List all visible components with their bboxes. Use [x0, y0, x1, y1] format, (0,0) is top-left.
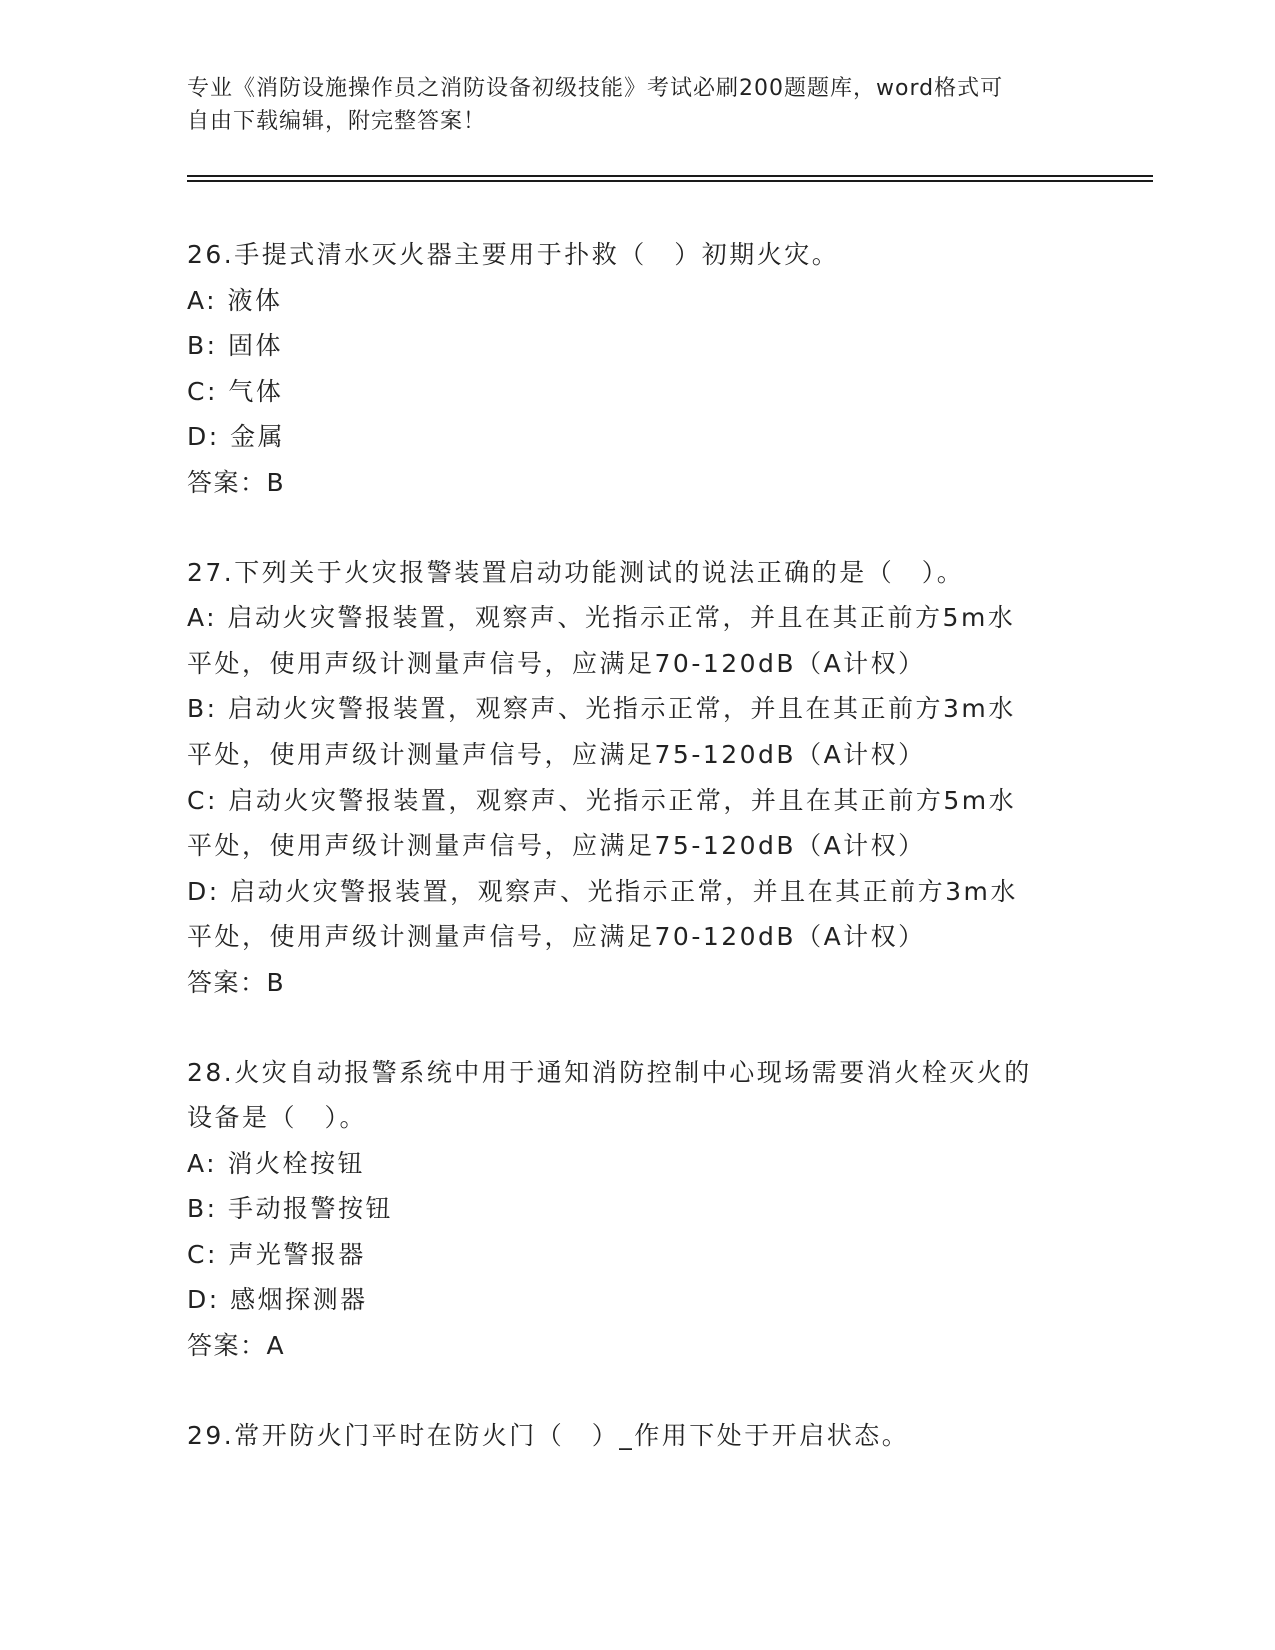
- answer-option: 平处，使用声级计测量声信号，应满足75-120dB（A计权）: [187, 739, 926, 769]
- question-item: [187, 1413, 1087, 1459]
- question-stem: 28.火灾自动报警系统中用于通知消防控制中心现场需要消火栓灭火的: [187, 1057, 1032, 1087]
- answer-option: A: 消火栓按钮: [187, 1148, 366, 1178]
- document-header: [187, 72, 1067, 138]
- answer-key: 答案：B: [187, 967, 286, 997]
- question-item: [187, 550, 1087, 1006]
- answer-option: A: 液体: [187, 285, 283, 315]
- answer-option: C: 气体: [187, 376, 284, 406]
- answer-option: D: 金属: [187, 422, 286, 452]
- answer-option: A: 启动火灾警报装置，观察声、光指示正常，并且在其正前方5m水: [187, 603, 1016, 633]
- answer-option: 平处，使用声级计测量声信号，应满足70-120dB（A计权）: [187, 922, 926, 952]
- answer-option: C: 声光警报器: [187, 1239, 366, 1269]
- question-item: [187, 1050, 1087, 1369]
- answer-key: 答案：A: [187, 1331, 286, 1361]
- header-line-2: 自由下载编辑，附完整答案！: [187, 109, 487, 134]
- header-divider-top: [187, 175, 1153, 177]
- answer-key: 答案：B: [187, 467, 286, 497]
- answer-option: D: 启动火灾警报装置，观察声、光指示正常，并且在其正前方3m水: [187, 876, 1018, 906]
- question-stem: 26.手提式清水灭火器主要用于扑救（ ）初期火灾。: [187, 240, 840, 269]
- question-stem: 29.常开防火门平时在防火门（ ）_作用下处于开启状态。: [187, 1420, 910, 1450]
- answer-option: B: 手动报警按钮: [187, 1194, 394, 1224]
- answer-option: 平处，使用声级计测量声信号，应满足70-120dB（A计权）: [187, 648, 926, 678]
- header-divider-bottom: [187, 180, 1153, 182]
- question-stem: 27.下列关于火灾报警装置启动功能测试的说法正确的是（ ）。: [187, 557, 965, 587]
- answer-option: C: 启动火灾警报装置，观察声、光指示正常，并且在其正前方5m水: [187, 785, 1017, 815]
- question-stem: 设备是（ ）。: [187, 1103, 368, 1133]
- answer-option: B: 固体: [187, 331, 284, 361]
- answer-option: 平处，使用声级计测量声信号，应满足75-120dB（A计权）: [187, 831, 926, 861]
- header-line-1: 专业《消防设施操作员之消防设备初级技能》考试必刷200题题库，word格式可: [187, 76, 1004, 101]
- answer-option: B: 启动火灾警报装置，观察声、光指示正常，并且在其正前方3m水: [187, 694, 1016, 724]
- question-list: [187, 232, 1087, 1502]
- answer-option: D: 感烟探测器: [187, 1285, 368, 1315]
- question-item: [187, 232, 1087, 506]
